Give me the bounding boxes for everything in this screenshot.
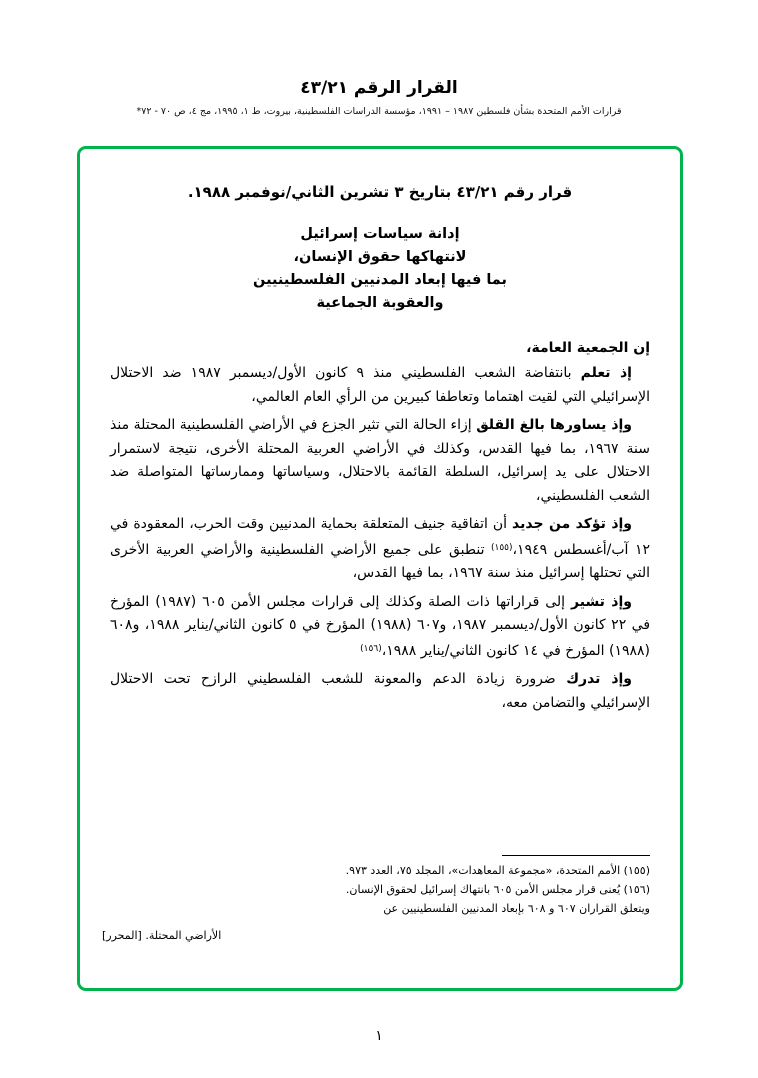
page-header xyxy=(0,78,758,117)
paragraph-lead: وإذ تشير xyxy=(571,593,632,610)
footnote-ref-156: (١٥٦) xyxy=(360,643,382,654)
paragraph-lead: إذ تعلم xyxy=(580,365,632,381)
subtitle-line: لانتهاكها حقوق الإنسان، xyxy=(293,249,467,265)
paragraph-text: إلى قراراتها ذات الصلة وكذلك إلى قرارات مجلس الأمن ٦٠٥ (١٩٨٧) المؤرخ في ٢٢ كانون الأول/ديسمبر ١٩٨٧، و٦٠٧ (١٩٨٨) المؤرخ في ٥ كانون الثاني/يناير ١٩٨٨، و٦٠٨ (١٩٨٨) المؤرخ في ١٤ كانون الثاني/يناير ١٩٨٨، xyxy=(110,593,651,659)
footnote-ref-155: (١٥٥) xyxy=(490,542,513,553)
paragraph-lead: وإذ يساورها بالغ القلق xyxy=(476,417,633,433)
paragraph-text: أن اتفاقية جنيف المتعلقة بحماية المدنيين وقت الحرب، المعقودة في ١٢ آب/أغسطس ١٩٤٩، xyxy=(110,516,650,558)
paragraph-lead: وإذ تدرك xyxy=(566,671,633,687)
resolution-green-frame xyxy=(77,146,683,991)
source-citation: قرارات الأمم المتحدة بشأن فلسطين ١٩٨٧ – ١٩٩١، مؤسسة الدراسات الفلسطينية، بيروت، ط ١، ١٩٩٥، مج ٤، ص ٧٠ - ٧٢* xyxy=(136,106,622,117)
footnote-156-line1: (١٥٦) يُعنى قرار مجلس الأمن ٦٠٥ بانتهاك إسرائيل لحقوق الإنسان. xyxy=(345,883,650,896)
paragraph-text: بانتفاضة الشعب الفلسطيني منذ ٩ كانون الأول/ديسمبر ١٩٨٧ ضد الاحتلال الإسرائيلي التي لقيت اهتماما وتعاطفا كبيرين من الرأي العام العالمي، xyxy=(110,365,650,405)
preamble-paragraph-4 xyxy=(110,591,650,664)
paragraph-lead: وإذ تؤكد من جديد xyxy=(512,516,633,532)
preamble-paragraph-2 xyxy=(110,414,650,508)
preamble-paragraph-5 xyxy=(110,668,650,715)
resolution-number-heading: القرار الرقم ٤٣/٢١ xyxy=(300,78,458,98)
paragraph-text: إزاء الحالة التي تثير الجزع في الأراضي الفلسطينية المحتلة منذ سنة ١٩٦٧، بما فيها القدس، وكذلك في الأراضي العربية المحتلة الأخرى، نتيجة لاستمرار الاحتلال على يد إسرائيل، السلطة القائمة بالاحتلال، وسياساتها وممارساتها المتواصلة ضد الشعب الفلسطيني، xyxy=(110,417,650,504)
paragraph-text: ضرورة زيادة الدعم والمعونة للشعب الفلسطيني الرازح تحت الاحتلال الإسرائيلي والتضامن معه، xyxy=(110,671,650,711)
footnote-155: (١٥٥) الأمم المتحدة، «مجموعة المعاهدات»، المجلد ٧٥، العدد ٩٧٣. xyxy=(345,864,650,877)
resolution-subtitle xyxy=(110,223,650,315)
footnote-156-line3: الأراضي المحتلة. [المحرر] xyxy=(102,929,222,942)
page-number: ١ xyxy=(375,1028,383,1044)
subtitle-line: والعقوبة الجماعية xyxy=(316,295,444,311)
footnotes-block xyxy=(345,861,650,918)
footnote-separator xyxy=(502,855,650,856)
preamble-paragraph-1 xyxy=(110,362,650,409)
subtitle-line: إدانة سياسات إسرائيل xyxy=(300,226,460,242)
preamble-paragraph-3 xyxy=(110,513,650,586)
preamble-opening: إن الجمعية العامة، xyxy=(526,340,650,356)
resolution-title: قرار رقم ٤٣/٢١ بتاريخ ٣ تشرين الثاني/نوفمبر ١٩٨٨. xyxy=(187,183,573,201)
subtitle-line: بما فيها إبعاد المدنيين الفلسطينيين xyxy=(253,272,507,288)
paragraph-text: تنطبق على جميع الأراضي الفلسطينية والأراضي العربية الأخرى التي تحتلها إسرائيل منذ سنة ١٩٦٧، بما فيها القدس، xyxy=(110,541,650,581)
footnote-156-line2: ويتعلق القراران ٦٠٧ و ٦٠٨ بإبعاد المدنيين الفلسطينيين عن xyxy=(383,902,650,915)
